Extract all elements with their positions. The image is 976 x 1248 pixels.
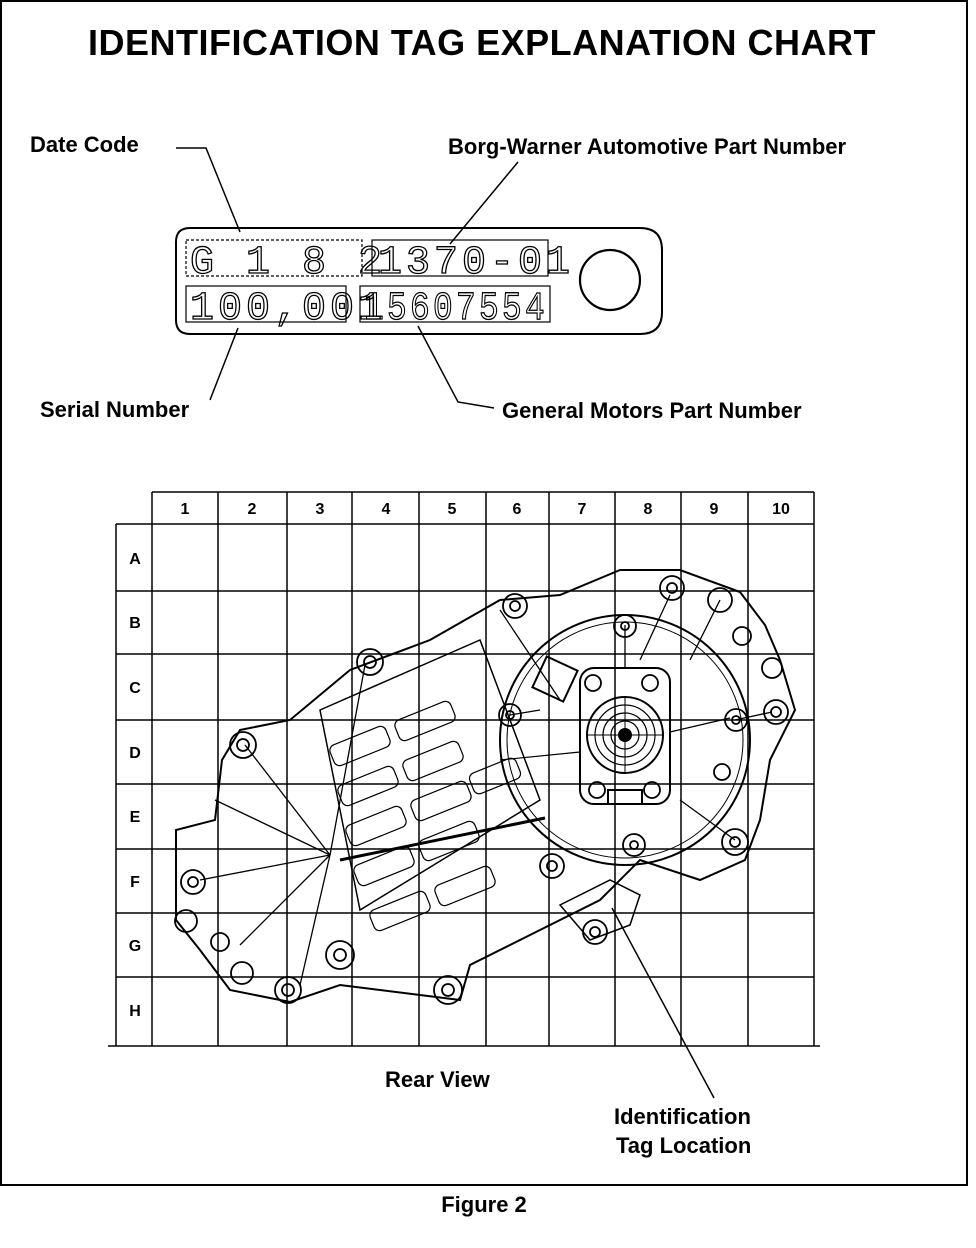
col-label-4: 4	[381, 501, 391, 518]
col-label-7: 7	[577, 501, 587, 518]
borg-warner-part-label: Borg-Warner Automotive Part Number	[448, 134, 847, 159]
row-label-h: H	[129, 1003, 141, 1020]
row-label-d: D	[129, 745, 141, 762]
col-label-5: 5	[447, 501, 457, 518]
col-label-1: 1	[180, 501, 190, 518]
col-label-9: 9	[709, 501, 719, 518]
tag-bw-part: 1370-01	[378, 241, 575, 286]
bw-part-leader	[450, 162, 518, 244]
col-label-10: 10	[772, 501, 790, 518]
row-label-g: G	[128, 938, 142, 955]
figure-caption: Figure 2	[441, 1192, 527, 1217]
location-grid	[108, 492, 820, 1046]
col-label-8: 8	[643, 501, 653, 518]
date-code-leader	[176, 148, 240, 232]
serial-number-label: Serial Number	[40, 397, 190, 422]
row-label-c: C	[129, 680, 141, 697]
tag-location-leader	[612, 908, 714, 1098]
rear-view-label: Rear View	[385, 1067, 490, 1092]
identification-tag	[176, 228, 662, 334]
row-label-e: E	[129, 809, 141, 826]
gm-part-leader	[418, 326, 494, 408]
tag-location-label-line2: Tag Location	[616, 1133, 752, 1158]
serial-leader	[210, 328, 238, 400]
row-label-b: B	[129, 615, 141, 632]
tag-mounting-hole	[580, 250, 640, 310]
col-label-2: 2	[247, 501, 257, 518]
page-title: IDENTIFICATION TAG EXPLANATION CHART	[88, 22, 876, 63]
row-label-f: F	[130, 874, 140, 891]
col-label-6: 6	[512, 501, 522, 518]
col-label-3: 3	[315, 501, 325, 518]
grid-labels	[129, 501, 790, 1020]
tag-gm-part: 15607554	[364, 287, 548, 332]
transfer-case-drawing	[175, 570, 795, 1004]
date-code-label: Date Code	[30, 132, 139, 157]
gm-part-label: General Motors Part Number	[502, 398, 802, 423]
tag-location-label-line1: Identification	[614, 1104, 751, 1129]
row-label-a: A	[129, 551, 141, 568]
tag-serial: 100,001	[190, 287, 387, 332]
tag-date-code: G 1 8 2	[190, 241, 387, 286]
